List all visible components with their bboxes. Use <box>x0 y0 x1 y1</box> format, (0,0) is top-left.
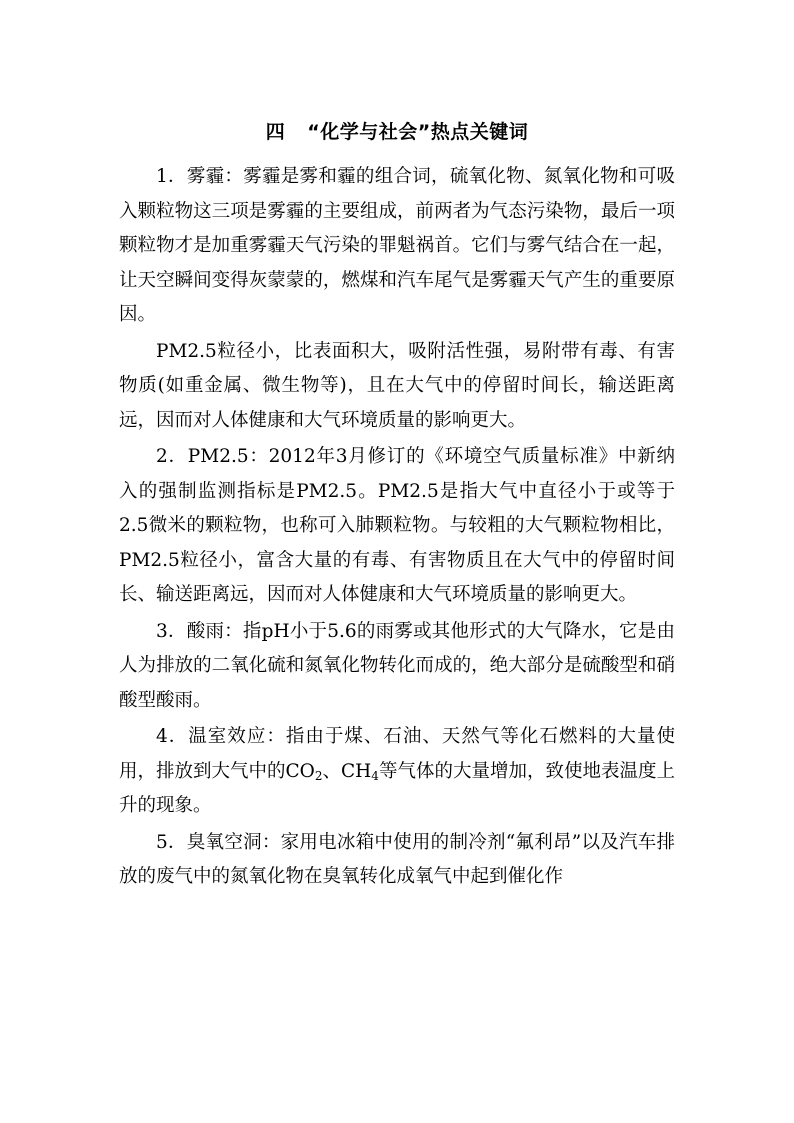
section-number: 四 <box>265 121 286 143</box>
paragraph-pm25-properties: PM2.5粒径小，比表面积大，吸附活性强，易附带有毒、有害物质(如重金属、微生物等)，且在大气中的停留时间长，输送距离远，因而对人体健康和大气环境质量的影响更大。 <box>119 340 675 431</box>
paragraph-pm25: 2．PM2.5：2012年3月修订的《环境空气质量标准》中新纳入的强制监测指标是PM2.5。PM2.5是指大气中直径小于或等于2.5微米的颗粒物，也称可入肺颗粒物。与较粗的大气颗粒物相比，PM2.5粒径小，富含大量的有毒、有害物质且在大气中的停留时间长、输送距离远，因而对人体健康和大气环境质量的影响更大。 <box>119 446 675 605</box>
greenhouse-text-c: 等气体的大量增加，致使地表温度上升的现象。 <box>119 760 675 816</box>
paragraph-greenhouse-effect <box>119 720 675 824</box>
paragraph-haze: 1．雾霾：雾霾是雾和霾的组合词，硫氧化物、氮氧化物和可吸入颗粒物这三项是雾霾的主要组成，前两者为气态污染物，最后一项颗粒物才是加重雾霾天气污染的罪魁祸首。它们与雾气结合在一起，让天空瞬间变得灰蒙蒙的，燃煤和汽车尾气是雾霾天气产生的重要原因。 <box>119 166 675 325</box>
paragraph-acid-rain: 3．酸雨：指pH小于5.6的雨雾或其他形式的大气降水，它是由人为排放的二氧化硫和氮氧化物转化而成的，绝大部分是硫酸型和硝酸型酸雨。 <box>119 620 675 711</box>
document-page <box>119 112 675 897</box>
greenhouse-text-b: 、CH <box>322 760 372 782</box>
section-title: “化学与社会”热点关键词 <box>307 121 529 143</box>
paragraph-ozone-hole: 5．臭氧空洞：家用电冰箱中使用的制冷剂“氟利昂”以及汽车排放的废气中的氮氧化物在臭氧转化成氧气中起到催化作 <box>119 831 675 887</box>
ch4-subscript: 4 <box>371 768 379 783</box>
greenhouse-text-a: 4．温室效应：指由于煤、石油、天然气等化石燃料的大量使用，排放到大气中的CO <box>119 726 675 782</box>
section-heading <box>119 112 675 152</box>
co2-subscript: 2 <box>314 768 323 783</box>
